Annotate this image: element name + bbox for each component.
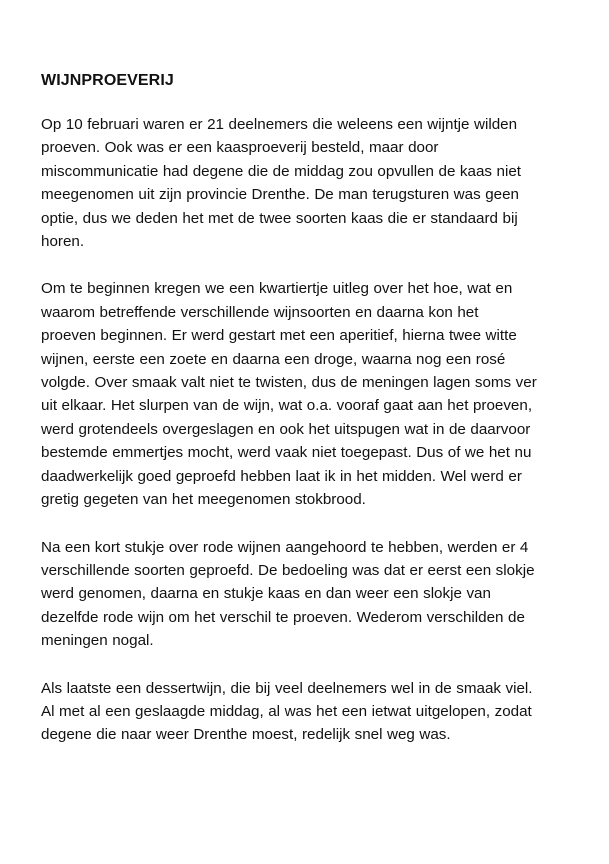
text-line: proeven beginnen. Er werd gestart met een aperitief, hierna twee witte bbox=[41, 327, 517, 345]
text-line: werd grotendeels overgeslagen en ook het uitspugen wat in de daarvoor bbox=[41, 420, 531, 438]
text-line: Om te beginnen kregen we een kwartiertje uitleg over het hoe, wat en bbox=[41, 280, 513, 298]
text-line: bestemde emmertjes mocht, werd vaak niet toegepast. Dus of we het nu bbox=[41, 444, 532, 462]
text-line: volgde. Over smaak valt niet te twisten, dus de meningen lagen soms ver bbox=[41, 374, 537, 392]
text-line: dezelfde rode wijn om het verschil te proeven. Wederom verschilden de bbox=[41, 608, 525, 626]
text-line: Als laatste een dessertwijn, die bij veel deelnemers wel in de smaak viel. bbox=[41, 679, 533, 697]
text-line: Al met al een geslaagde middag, al was het een ietwat uitgelopen, zodat bbox=[41, 702, 532, 720]
text-line: horen. bbox=[41, 233, 85, 251]
text-line: waarom betreffende verschillende wijnsoorten en daarna kon het bbox=[41, 303, 479, 321]
paragraph-3 bbox=[41, 536, 569, 653]
text-line: miscommunicatie had degene die de middag zou opvullen de kaas niet bbox=[41, 162, 522, 180]
paragraph-1 bbox=[41, 113, 569, 253]
text-line: werd genomen, daarna en stukje kaas en dan weer een slokje van bbox=[41, 585, 491, 603]
text-line: daadwerkelijk goed geproefd hebben laat ik in het midden. Wel werd er bbox=[41, 467, 522, 485]
text-line: proeven. Ook was er een kaasproeverij besteld, maar door bbox=[41, 139, 439, 157]
text-line: uit elkaar. Het slurpen van de wijn, wat o.a. vooraf gaat aan het proeven, bbox=[41, 397, 533, 415]
text-line: meningen nogal. bbox=[41, 632, 154, 650]
paragraph-4 bbox=[41, 677, 569, 747]
text-line: gretig gegeten van het meegenomen stokbrood. bbox=[41, 491, 366, 509]
document-title: WIJNPROEVERIJ bbox=[41, 72, 174, 89]
text-line: optie, dus we deden het met de twee soorten kaas die er standaard bij bbox=[41, 209, 518, 227]
text-line: Na een kort stukje over rode wijnen aangehoord te hebben, werden er 4 bbox=[41, 538, 529, 556]
text-line: Op 10 februari waren er 21 deelnemers die weleens een wijntje wilden bbox=[41, 116, 518, 133]
text-line: meegenomen uit zijn provincie Drenthe. De man terugsturen was geen bbox=[41, 186, 519, 204]
text-line: degene die naar weer Drenthe moest, redelijk snel weg was. bbox=[41, 726, 451, 744]
text-line: verschillende soorten geproefd. De bedoeling was dat er eerst een slokje bbox=[41, 561, 535, 579]
text-line: wijnen, eerste een zoete en daarna een droge, waarna nog een rosé bbox=[41, 350, 506, 368]
paragraph-2 bbox=[41, 277, 569, 511]
